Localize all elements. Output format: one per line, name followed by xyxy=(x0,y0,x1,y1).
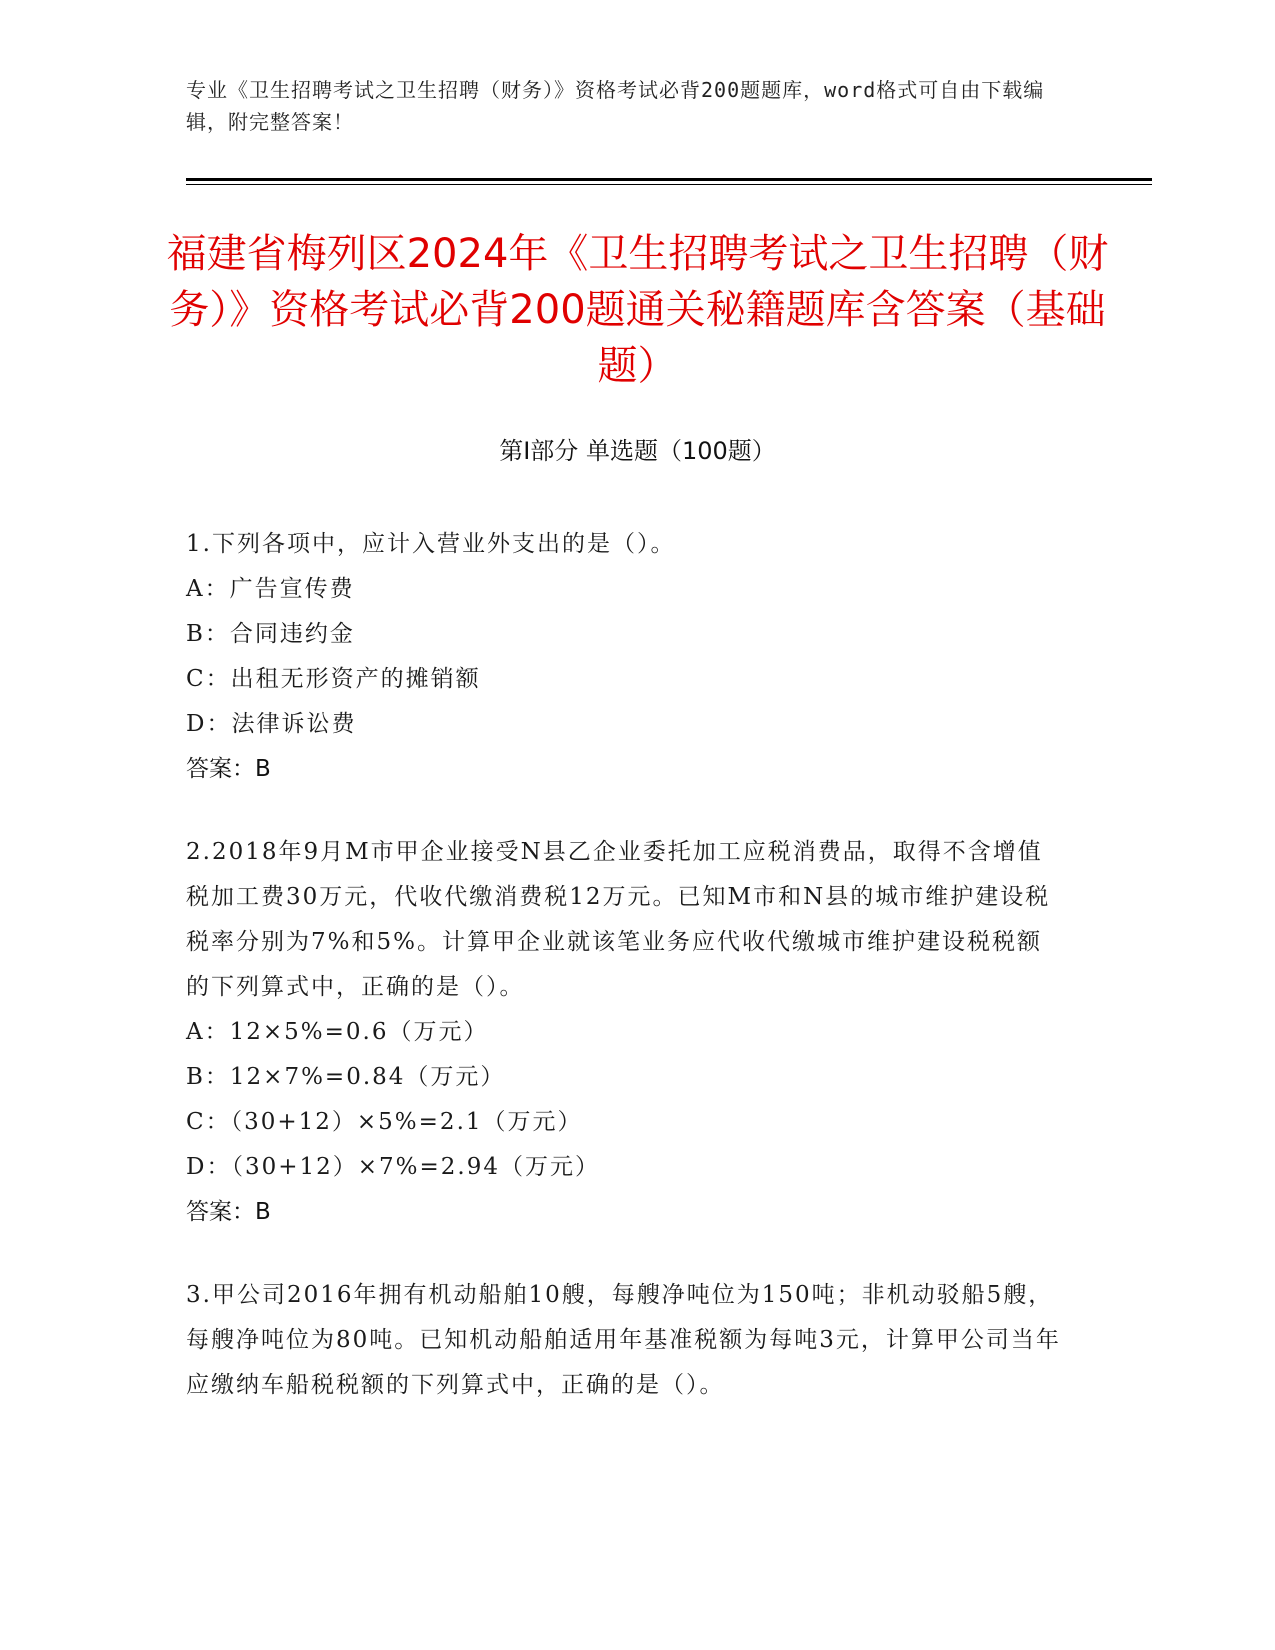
question-stem: 2.2018年9月M市甲企业接受N县乙企业委托加工应税消费品，取得不含增值税加工费30万元，代收代缴消费税12万元。已知M市和N县的城市维护建设税税率分别为7%和5%。计算甲企业就该笔业务应代收代缴城市维护建设税税额的下列算式中，正确的是（）。 xyxy=(186,839,1051,1000)
option-b: B：12×7%=0.84（万元） xyxy=(186,1064,506,1090)
option-c: C：出租无形资产的摊销额 xyxy=(186,666,481,692)
answer: 答案：B xyxy=(186,1199,271,1225)
question-list xyxy=(186,522,1066,1446)
question-stem: 1.下列各项中，应计入营业外支出的是（）。 xyxy=(186,531,676,557)
option-d: D：法律诉讼费 xyxy=(186,711,357,737)
header-divider-thin xyxy=(186,184,1152,185)
question-1 xyxy=(186,522,1066,792)
question-2 xyxy=(186,830,1066,1235)
option-a: A：广告宣传费 xyxy=(186,576,355,602)
option-a: A：12×5%=0.6（万元） xyxy=(186,1019,489,1045)
document-title: 福建省梅列区2024年《卫生招聘考试之卫生招聘（财务）》资格考试必背200题通关秘籍题库含答案（基础题） xyxy=(166,231,1109,389)
section-title: 第Ⅰ部分 单选题（100题） xyxy=(499,437,776,465)
question-stem: 3.甲公司2016年拥有机动船舶10艘，每艘净吨位为150吨；非机动驳船5艘，每艘净吨位为80吨。已知机动船舶适用年基准税额为每吨3元，计算甲公司当年应缴纳车船税税额的下列算式中，正确的是（）。 xyxy=(186,1282,1061,1398)
option-c: C：（30+12）×5%=2.1（万元） xyxy=(186,1109,583,1135)
answer: 答案：B xyxy=(186,756,271,782)
option-b: B：合同违约金 xyxy=(186,621,355,647)
question-3 xyxy=(186,1273,1066,1408)
header-divider-thick xyxy=(186,178,1152,181)
header-note: 专业《卫生招聘考试之卫生招聘（财务）》资格考试必背200题题库，word格式可自由下载编辑，附完整答案！ xyxy=(186,78,1045,134)
option-d: D：（30+12）×7%=2.94（万元） xyxy=(186,1154,600,1180)
